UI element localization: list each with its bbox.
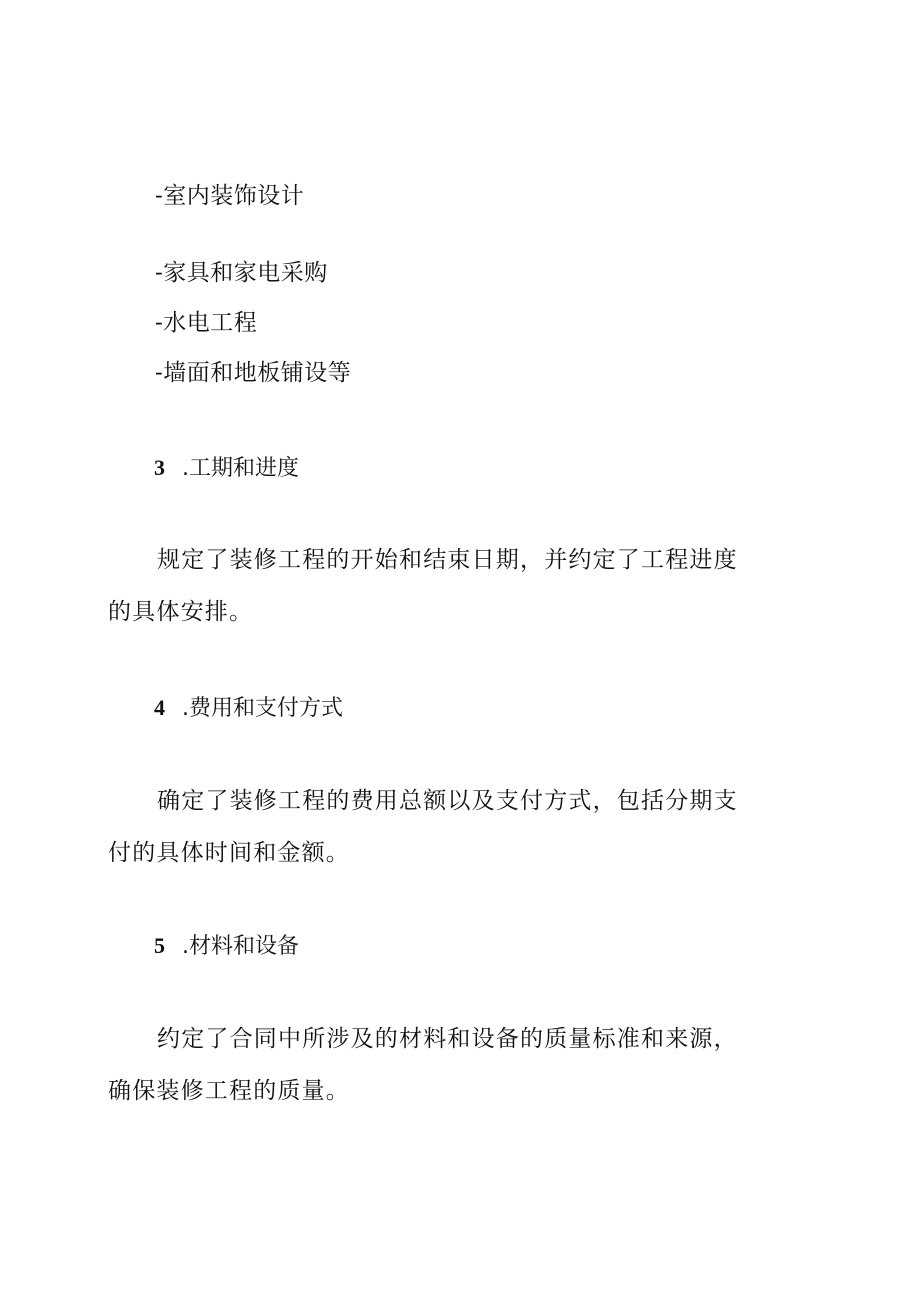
section-paragraph: 规定了装修工程的开始和结束日期，并约定了工程进度的具体安排。 [108, 547, 738, 625]
section-title: .材料和设备 [182, 934, 299, 959]
section-number: 5 [154, 933, 165, 958]
section-paragraph: 约定了合同中所涉及的材料和设备的质量标准和来源，确保装修工程的质量。 [108, 1026, 738, 1104]
bullet-item: -室内装饰设计 [155, 183, 305, 209]
section-title: .费用和支付方式 [182, 696, 343, 721]
section-title: .工期和进度 [182, 456, 299, 481]
section-heading [154, 931, 299, 962]
bullet-item: -水电工程 [155, 310, 258, 336]
section-number: 3 [154, 455, 165, 480]
section-heading [154, 693, 343, 724]
bullet-item: -墙面和地板铺设等 [155, 360, 352, 386]
section-number: 4 [154, 695, 165, 720]
section-heading [154, 453, 299, 484]
bullet-item: -家具和家电采购 [155, 260, 328, 286]
section-paragraph: 确定了装修工程的费用总额以及支付方式，包括分期支付的具体时间和金额。 [108, 788, 738, 866]
